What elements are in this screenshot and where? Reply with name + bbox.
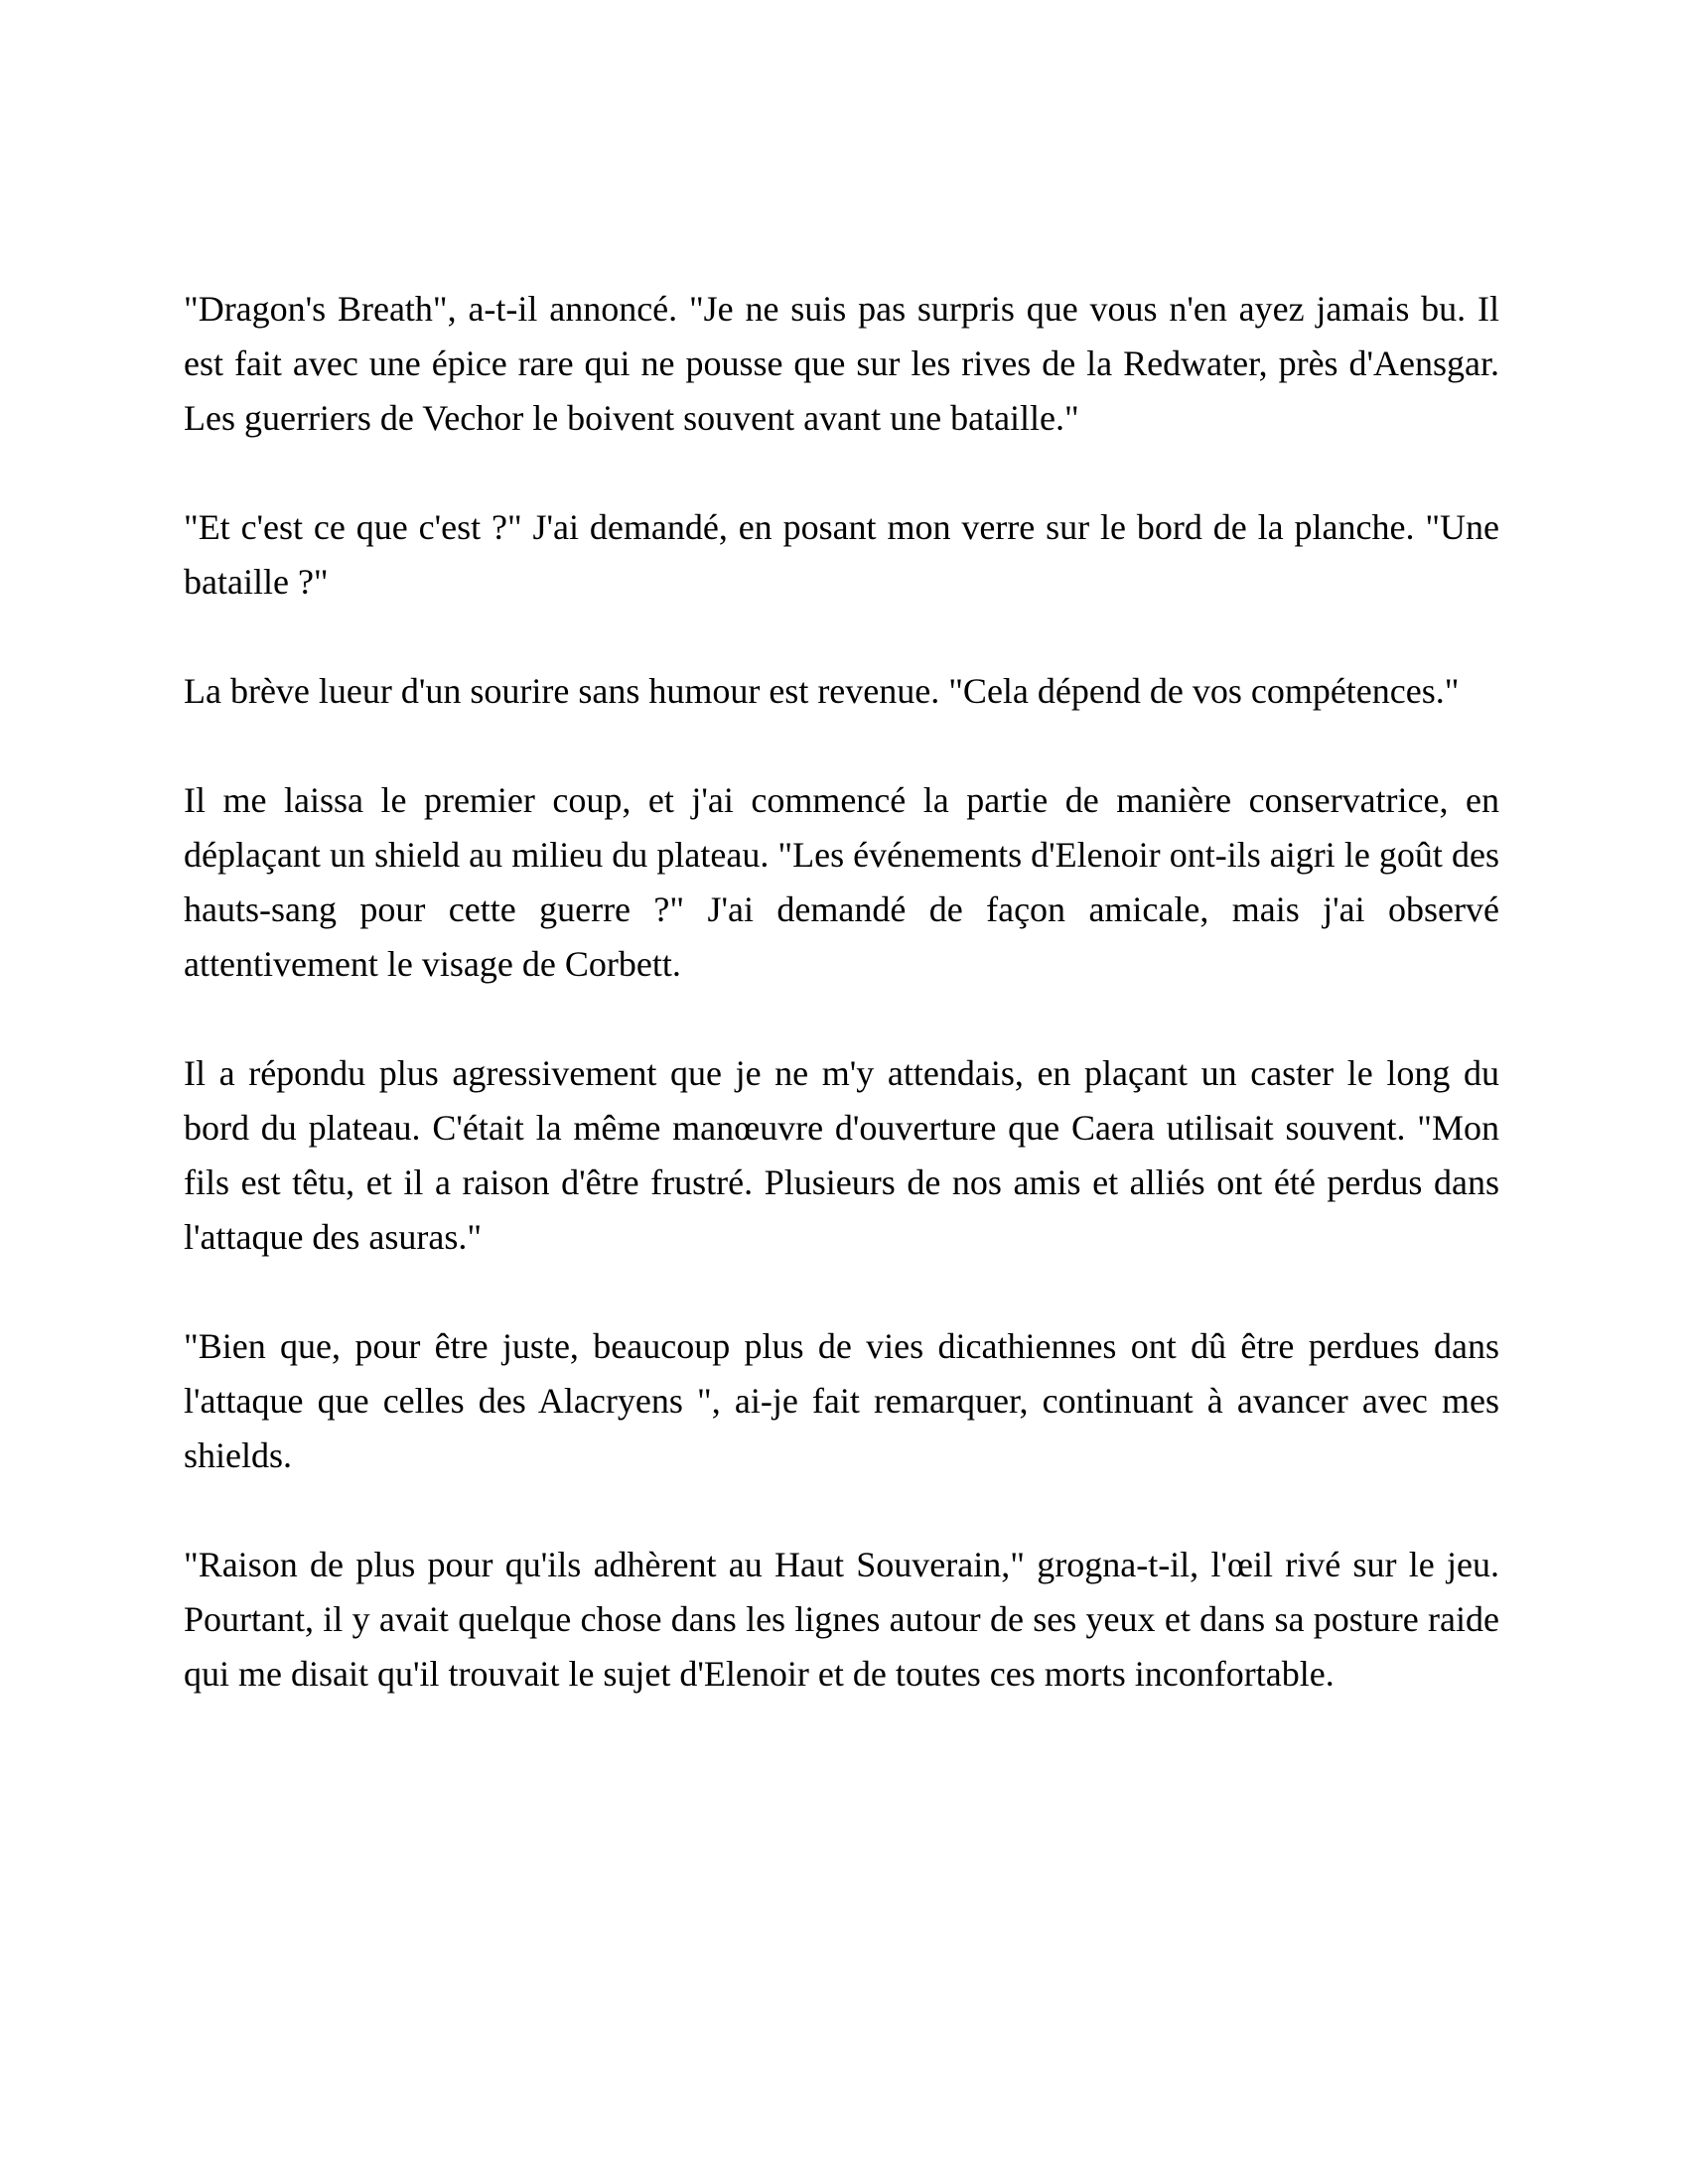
paragraph: "Dragon's Breath", a-t-il annoncé. "Je ne suis pas surpris que vous n'en ayez jamais bu. Il est fait avec une épice rare qui ne pousse que sur les rives de la Redwater, près d'Aensgar. Les guerriers de Vechor le boivent souvent avant une bataille." [184,289,1499,438]
paragraph: "Et c'est ce que c'est ?" J'ai demandé, en posant mon verre sur le bord de la planche. "Une bataille ?" [184,507,1499,602]
paragraph: Il me laissa le premier coup, et j'ai commencé la partie de manière conservatrice, en déplaçant un shield au milieu du plateau. "Les événements d'Elenoir ont-ils aigri le goût des hauts-sang pour cette guerre ?" J'ai demandé de façon amicale, mais j'ai observé attentivement le visage de Corbett. [184,780,1499,984]
paragraph: La brève lueur d'un sourire sans humour est revenue. "Cela dépend de vos compétences." [184,671,1460,711]
paragraph: "Bien que, pour être juste, beaucoup plus de vies dicathiennes ont dû être perdues dans l'attaque que celles des Alacryens ", ai-je fait remarquer, continuant à avancer avec mes shields. [184,1326,1499,1475]
paragraph: Il a répondu plus agressivement que je ne m'y attendais, en plaçant un caster le long du bord du plateau. C'était la même manœuvre d'ouverture que Caera utilisait souvent. "Mon fils est têtu, et il a raison d'être frustré. Plusieurs de nos amis et alliés ont été perdus dans l'attaque des asuras." [184,1053,1499,1257]
paragraph: "Raison de plus pour qu'ils adhèrent au Haut Souverain," grogna-t-il, l'œil rivé sur le jeu. Pourtant, il y avait quelque chose dans les lignes autour de ses yeux et dans sa posture raide qui me disait qu'il trouvait le sujet d'Elenoir et de toutes ces morts inconfortable. [184,1545,1499,1694]
